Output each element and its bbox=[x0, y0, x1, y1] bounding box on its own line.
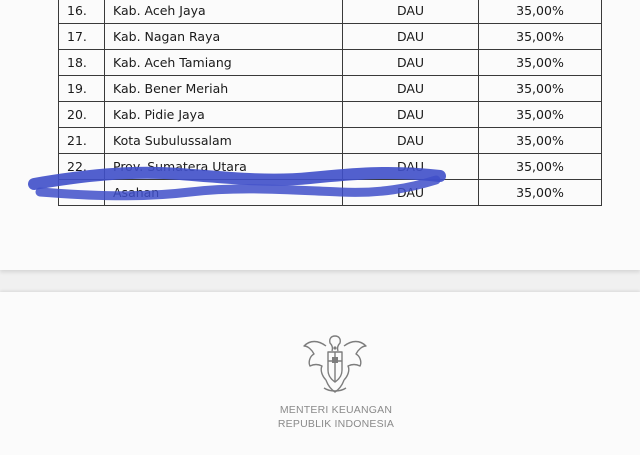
percentage: 35,00% bbox=[479, 0, 602, 24]
region-name: Kab. Nagan Raya bbox=[105, 24, 343, 50]
row-number: 18. bbox=[59, 50, 105, 76]
row-number: 19. bbox=[59, 76, 105, 102]
fund-source: DAU bbox=[343, 24, 479, 50]
garuda-pancasila-icon bbox=[298, 330, 372, 396]
fund-source: DAU bbox=[343, 76, 479, 102]
row-number: 17. bbox=[59, 24, 105, 50]
percentage: 35,00% bbox=[479, 76, 602, 102]
percentage: 35,00% bbox=[479, 24, 602, 50]
region-name: Kab. Pidie Jaya bbox=[105, 102, 343, 128]
region-name: Kota Subulussalam bbox=[105, 128, 343, 154]
document-page-bottom bbox=[0, 292, 640, 455]
fund-source: DAU bbox=[343, 154, 479, 180]
region-name: Prov. Sumatera Utara bbox=[105, 154, 343, 180]
percentage: 35,00% bbox=[479, 180, 602, 206]
percentage: 35,00% bbox=[479, 50, 602, 76]
redaction-stroke bbox=[34, 173, 440, 184]
row-number: 22. bbox=[59, 154, 105, 180]
region-name: Kab. Aceh Tamiang bbox=[105, 50, 343, 76]
region-name: Kab. Bener Meriah bbox=[105, 76, 343, 102]
percentage: 35,00% bbox=[479, 128, 602, 154]
fund-source: DAU bbox=[343, 50, 479, 76]
fund-source: DAU bbox=[343, 102, 479, 128]
percentage: 35,00% bbox=[479, 102, 602, 128]
signatory-title: MENTERI KEUANGAN bbox=[279, 404, 393, 416]
fund-source: DAU bbox=[343, 180, 479, 206]
signatory-institution: REPUBLIK INDONESIA bbox=[277, 418, 395, 430]
fund-source: DAU bbox=[343, 0, 479, 24]
region-name: Asahan bbox=[105, 180, 343, 206]
region-name: Kab. Aceh Jaya bbox=[105, 0, 343, 24]
row-number: 21. bbox=[59, 128, 105, 154]
percentage: 35,00% bbox=[479, 154, 602, 180]
row-number: 16. bbox=[59, 0, 105, 24]
fund-source: DAU bbox=[343, 128, 479, 154]
row-number: 20. bbox=[59, 102, 105, 128]
